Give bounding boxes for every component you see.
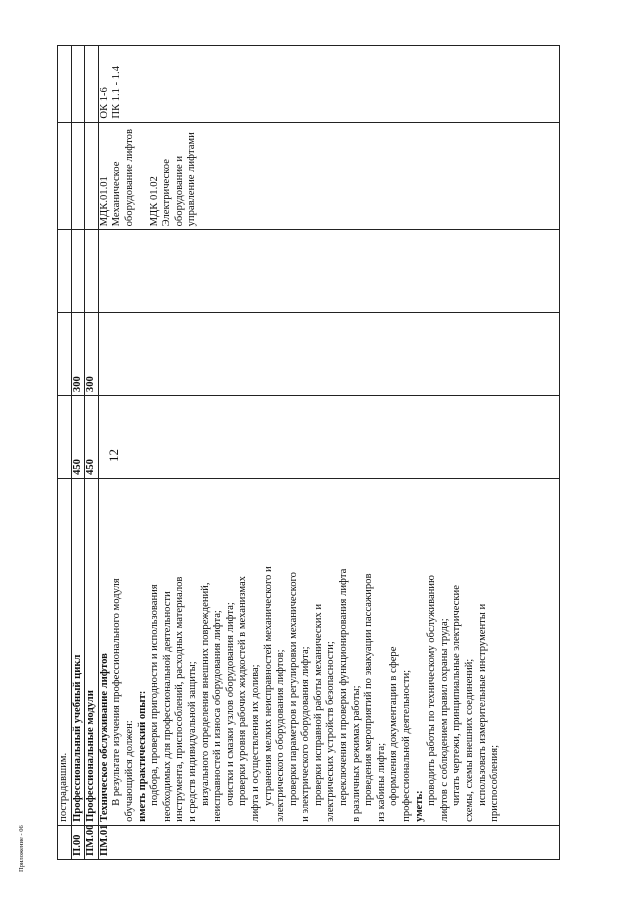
description-line: переключения и проверки функционирования лифта xyxy=(338,568,350,806)
description-line: электрических устройств безопасности; xyxy=(325,641,337,822)
description-line: использовать измерительные инструменты и xyxy=(476,603,488,806)
description-line: и средств индивидуальной защиты; xyxy=(186,661,198,822)
table-cell xyxy=(71,46,85,123)
description-line: лифта и осуществления их долива; xyxy=(249,664,261,822)
description-line: из кабины лифта; xyxy=(375,742,387,822)
table-cell xyxy=(58,122,72,230)
table-row xyxy=(58,46,72,860)
description-line: проводить работы по техническому обслуживанию xyxy=(426,575,438,806)
competency-cell xyxy=(98,46,559,123)
table-cell xyxy=(85,46,99,123)
table-cell xyxy=(71,122,85,230)
compulsory-load-cell: 300 xyxy=(85,313,99,396)
table-cell xyxy=(58,46,72,123)
table-cell xyxy=(98,396,559,479)
mdk-code: МДК 01.02 xyxy=(148,176,160,227)
row-title: Профессиональные модули xyxy=(85,478,99,825)
table-cell xyxy=(58,825,72,859)
curriculum-table-sheet xyxy=(57,45,584,860)
mdk-name: Механическое оборудование лифтов xyxy=(111,129,135,227)
description-line: проверки уровня рабочих жидкостей в механизмах xyxy=(237,576,249,806)
description-line: визуального определения внешних повреждений, xyxy=(199,582,211,806)
compulsory-load-cell: 300 xyxy=(71,313,85,396)
table-cell xyxy=(85,230,99,313)
row-code: П.00 xyxy=(71,825,85,859)
mdk-name: Электрическое оборудование и управление лифтами xyxy=(161,132,198,227)
description-line: лифтов с соблюдением правил охраны труда; xyxy=(438,618,450,822)
max-load-cell: 450 xyxy=(85,396,99,479)
max-load-cell: 450 xyxy=(71,396,85,479)
module-title: Техническое обслуживание лифтов xyxy=(98,653,110,822)
description-line: схемы, схемы внешних соединений; xyxy=(464,658,475,822)
description-heading: иметь практический опыт: xyxy=(136,690,148,822)
description-line: приспособления; xyxy=(489,744,501,822)
module-description xyxy=(98,478,559,825)
table-row xyxy=(98,46,559,860)
competency-code: ОК 1-6 xyxy=(98,87,110,119)
mdk-cell xyxy=(98,122,559,230)
curriculum-table xyxy=(57,45,560,860)
description-line: инструмента, приспособлений, расходных материалов xyxy=(174,576,186,822)
row-code: ПМ.00 xyxy=(85,825,99,859)
description-line: подбора, проверки пригодности и использования xyxy=(149,584,161,806)
description-line: необходимых для профессиональной деятельности xyxy=(161,591,173,822)
description-line: профессиональной деятельности; xyxy=(401,669,413,822)
description-line: читать чертежи, принципиальные электрические xyxy=(451,585,463,806)
description-line: неисправностей и износа оборудования лифта; xyxy=(212,610,224,822)
table-cell xyxy=(71,230,85,313)
description-line: проведения мероприятий по эвакуации пассажиров xyxy=(363,573,375,806)
table-row xyxy=(85,46,99,860)
table-cell xyxy=(58,230,72,313)
table-cell xyxy=(58,313,72,396)
description-line: в различных режимах работы; xyxy=(350,685,362,822)
page-number: 12 xyxy=(106,449,121,462)
table-cell xyxy=(58,396,72,479)
competency-code: ПК 1.1 - 1.4 xyxy=(111,65,123,119)
description-line: В результате изучения профессионального модуля xyxy=(111,578,123,806)
row-title: Профессиональный учебный цикл xyxy=(71,478,85,825)
description-line: устранения мелких неисправностей механического и xyxy=(262,566,274,806)
table-cell: пострадавшим. xyxy=(58,478,72,825)
mdk-code: МДК.01.01 xyxy=(98,176,110,227)
description-line: проверки исправной работы механических и xyxy=(312,604,324,806)
description-line: проверки параметров и регулировки механического xyxy=(287,572,299,806)
description-line: электрического оборудования лифтов; xyxy=(275,649,287,822)
description-line: и электрического оборудования лифта; xyxy=(300,646,312,822)
description-heading: уметь: xyxy=(413,790,425,822)
table-row xyxy=(71,46,85,860)
table-cell xyxy=(98,313,559,396)
description-line: обучающийся должен: xyxy=(123,720,135,822)
table-cell xyxy=(98,230,559,313)
row-code: ПМ.01 xyxy=(98,825,559,859)
footer-note: Приложение - 06 xyxy=(18,825,25,872)
table-cell xyxy=(85,122,99,230)
description-line: очистки и смазки узлов оборудования лифта; xyxy=(224,602,236,806)
description-line: оформления документации в сфере xyxy=(388,646,400,806)
